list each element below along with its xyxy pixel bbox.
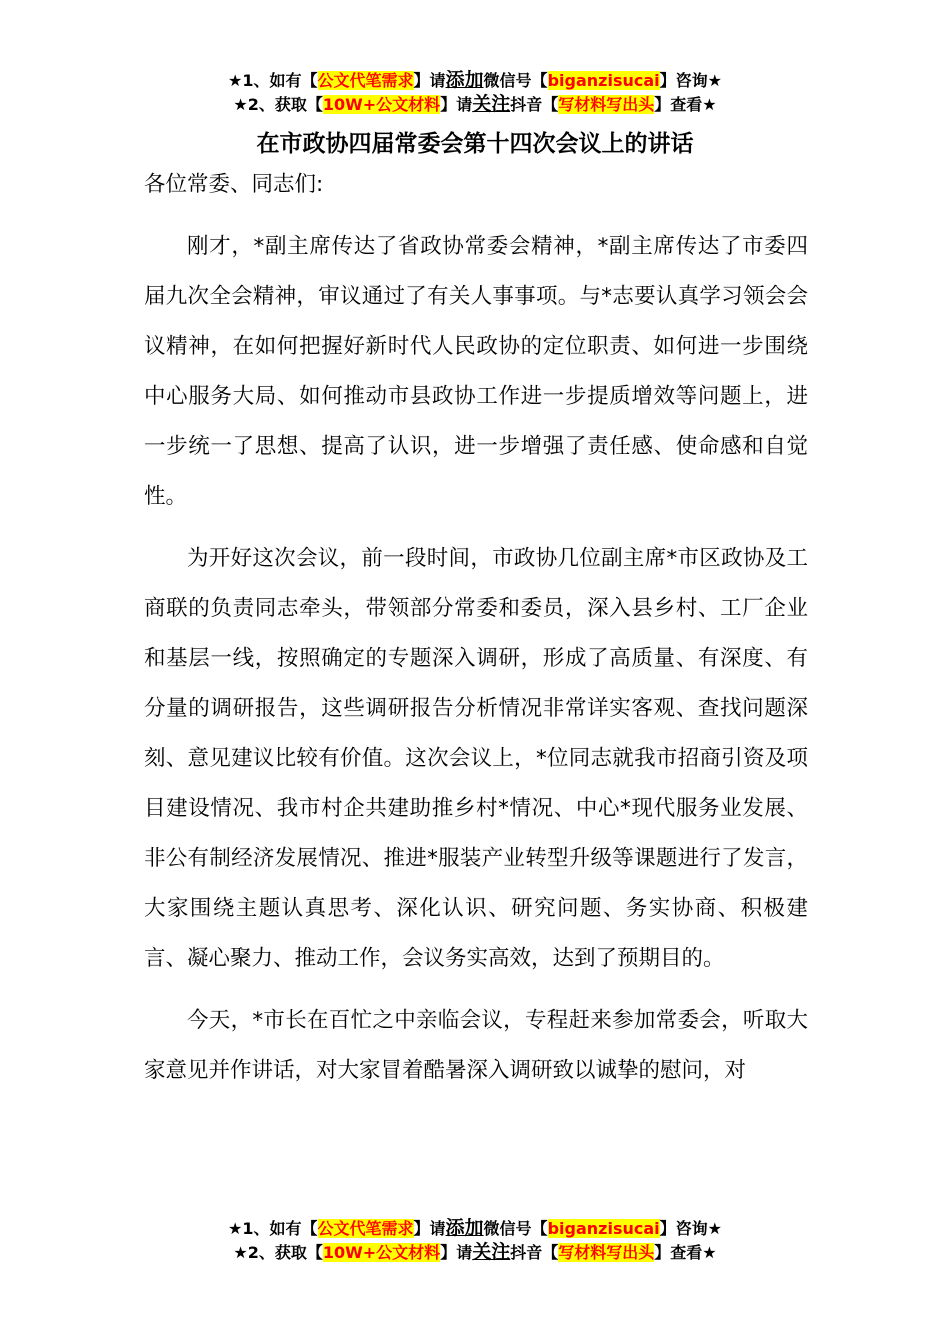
header-banner (0, 68, 950, 116)
banner-line-1: ★1、如有【公文代笔需求】请添加微信号【biganzisucai】咨询★ (228, 1217, 722, 1239)
banner-line-2: ★2、获取【10W+公文材料】请关注抖音【写材料写出头】查看★ (233, 1241, 717, 1263)
document-body (144, 160, 808, 1108)
highlight-service: 公文代笔需求 (317, 71, 414, 90)
banner-line-2: ★2、获取【10W+公文材料】请关注抖音【写材料写出头】查看★ (233, 93, 717, 115)
paragraph-2: 为开好这次会议，前一段时间，市政协几位副主席*市区政协及工商联的负责同志牵头，带领部分常委和委员，深入县乡村、工厂企业和基层一线，按照确定的专题深入调研，形成了高质量、有深度、有分量的调研报告，这些调研报告分析情况非常详实客观、查找问题深刻、意见建议比较有价值。这次会议上，*位同志就我市招商引资及项目建设情况、我市村企共建助推乡村*情况、中心*现代服务业发展、非公有制经济发展情况、推进*服装产业转型升级等课题进行了发言，大家围绕主题认真思考、深化认识、研究问题、务实协商、积极建言、凝心聚力、推动工作，会议务实高效，达到了预期目的。 (144, 546, 808, 971)
highlight-materials: 10W+公文材料 (322, 95, 441, 114)
highlight-wechat-id: biganzisucai (547, 1219, 660, 1238)
paragraph-3: 今天，*市长在百忙之中亲临会议，专程赶来参加常委会，听取大家意见并作讲话，对大家冒着酷暑深入调研致以诚挚的慰问，对 (144, 1008, 808, 1083)
highlight-wechat-id: biganzisucai (547, 71, 660, 90)
salutation: 各位常委、同志们: (144, 172, 324, 197)
highlight-douyin: 写材料写出头 (558, 1243, 655, 1262)
footer-banner (0, 1216, 950, 1264)
paragraph-1: 刚才，*副主席传达了省政协常委会精神，*副主席传达了市委四届九次全会精神，审议通过了有关人事事项。与*志要认真学习领会会议精神，在如何把握好新时代人民政协的定位职责、如何进一步围绕中心服务大局、如何推动市县政协工作进一步提质增效等问题上，进一步统一了思想、提高了认识，进一步增强了责任感、使命感和自觉性。 (144, 234, 808, 509)
document-title: 在市政协四届常委会第十四次会议上的讲话 (256, 131, 694, 157)
highlight-douyin: 写材料写出头 (558, 95, 655, 114)
highlight-service: 公文代笔需求 (317, 1219, 414, 1238)
banner-line-1: ★1、如有【公文代笔需求】请添加微信号【biganzisucai】咨询★ (228, 69, 722, 91)
highlight-materials: 10W+公文材料 (322, 1243, 441, 1262)
